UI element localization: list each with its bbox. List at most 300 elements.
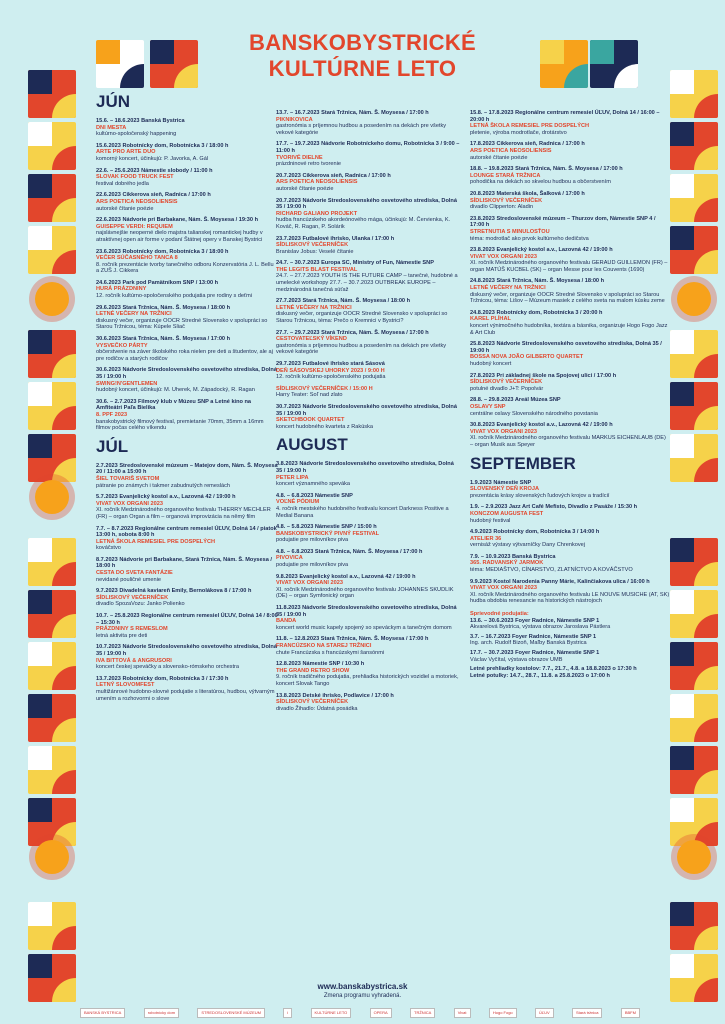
event-list-jul	[96, 463, 278, 702]
partner-logo: robotnícky dom	[144, 1008, 179, 1018]
event-item	[96, 557, 278, 583]
event-item	[276, 493, 461, 519]
partner-logos	[80, 1006, 640, 1020]
event-title: ARS POETICA NEOSOLIENSIS	[276, 179, 358, 186]
event-date-venue: 9.9.2023 Kostol Narodenia Panny Márie, Kalinčiakova ulica / 16:00 h	[470, 578, 650, 585]
event-item	[276, 173, 461, 193]
event-title: BANSKOBYSTRICKÝ PIVNÝ FESTIVAL	[276, 530, 380, 537]
event-title: ARTE PRO ARTE DUO	[96, 149, 156, 156]
event-title: CESTA DO SVETA FANTÁZIE	[96, 570, 173, 577]
event-description: 4. ročník mestského hudobného festivalu koncert Darkness Positive a Medial Banana	[276, 505, 449, 519]
event-item	[276, 524, 461, 544]
event-item	[276, 605, 461, 631]
decorative-tile	[96, 40, 144, 88]
event-date-venue: 15.6.2023 Robotnícky dom, Robotnícka 3 / 18:00 h	[96, 142, 229, 149]
event-item	[96, 192, 278, 212]
event-item	[96, 118, 278, 138]
event-date-venue: 24.6.2023 Park pod Pamätníkom SNP / 13:00 h	[96, 279, 219, 286]
event-description: gastronómia s príjemnou hudbou a posedením na dekách pre všetky vekové kategórie	[276, 342, 447, 356]
event-description: najslávnejšie neoperné dielo majstra talianskej romantickej hudby v atraktívnej open air forme v podaní Štátnej opery v Banskej Bystrici	[96, 230, 263, 243]
decorative-tile	[540, 40, 588, 88]
event-item	[276, 361, 461, 381]
event-title: PIVOVICA	[276, 555, 303, 562]
event-item	[276, 461, 461, 487]
event-title: VYSVEČKO PÁRTY	[96, 342, 148, 349]
sun-icon	[35, 282, 69, 316]
event-item	[96, 367, 278, 393]
accompanying-description: Akvarelová Bystrica, výstava obrazov Jaroslava Pástlera	[470, 624, 611, 631]
event-item	[470, 341, 670, 367]
event-item	[96, 280, 278, 300]
event-item	[96, 217, 278, 243]
decorative-tile	[670, 330, 718, 378]
event-description: nevidané pouličné umenie	[96, 576, 161, 583]
church-tours-note: Letné prehliadky kostolov: 7.7., 21.7., 4.8. a 18.8.2023 o 17:30 h	[470, 666, 637, 673]
event-date-venue: 10.7.2023 Nádvorie Stredoslovenského osvetového strediska, Dolná 35 / 19:00 h	[96, 644, 277, 657]
event-date-venue: 23.6.2023 Robotnícky dom, Robotnícka 3 / 18:00 h	[96, 248, 229, 255]
event-date-venue: 24.7. – 30.7.2023 Europa SC, Ministry of Fun, Námestie SNP	[276, 260, 434, 267]
decorative-tile	[670, 382, 718, 430]
event-date-venue: 30.6.2023 Stará Tržnica, Nám. Š. Moysesa / 17:00 h	[96, 336, 231, 343]
event-description: téma: modrotlač ako prvok kultúrneho dedičstva	[470, 235, 589, 242]
event-item	[276, 549, 461, 569]
event-item	[470, 278, 670, 304]
event-title: STRETNUTIA S MINULOSŤOU	[470, 228, 550, 235]
event-title: PRÁZDNINY S REMESLOM	[96, 626, 168, 633]
column-2	[276, 110, 461, 717]
event-item	[470, 141, 670, 161]
event-item	[276, 661, 461, 687]
partner-logo: TRŽNICA	[410, 1008, 435, 1018]
event-description: hudobný koncert	[470, 361, 512, 367]
event-item	[96, 305, 278, 331]
event-date-venue: 13.7.2023 Robotnícky dom, Robotnícka 3 / 17:30 h	[96, 675, 229, 682]
event-item	[470, 373, 670, 393]
event-list-august	[276, 461, 461, 712]
event-description: prezentácia krásy slovenských ľudových krojov a tradícií	[470, 492, 610, 499]
event-item	[96, 526, 278, 552]
event-description: festival dobrého jedla	[96, 180, 149, 187]
decorative-tile	[28, 70, 76, 118]
website-link[interactable]: www.banskabystrica.sk	[317, 982, 408, 991]
partner-logo: Vivat	[454, 1008, 471, 1018]
event-title: LETNÉ VEČERY NA TRŽNICI	[276, 304, 352, 311]
event-description: pátranie po známych i takmer zabudnutých remeslách	[96, 482, 231, 489]
event-title: DNI MESTA	[96, 124, 127, 131]
event-description: divadlo SpozaVozu: Janko Polienko	[96, 601, 185, 608]
decorative-tile	[670, 70, 718, 118]
summer-walks-note: Letné potulky: 14.7., 28.7., 11.8. a 25.8.2023 o 17:00 h	[470, 672, 610, 679]
decorative-tile	[28, 330, 76, 378]
event-title: LETNÉ VEČERY NA TRŽNICI	[96, 311, 172, 318]
event-date-venue: 20.7.2023 Cikkerova sieň, Radnica / 17:00 h	[276, 172, 391, 179]
event-title: TVORIVÉ DIELNE	[276, 154, 323, 161]
decorative-tile	[28, 538, 76, 586]
partner-logo: BBFM	[621, 1008, 640, 1018]
event-title: LOUNGE STARÁ TRŽNICA	[470, 172, 541, 179]
partner-logo: i	[283, 1008, 292, 1018]
event-title: VIVAT VOX ORGANI 2023	[470, 585, 537, 592]
event-title: ATELIER 36	[470, 535, 502, 542]
event-date-venue: 27.7. – 29.7.2023 Stará Tržnica, Nám. Š. Moysesa / 17:00 h	[276, 329, 429, 336]
event-list-august-cont	[470, 110, 670, 449]
event-title: SÍDLISKOVÝ VEČERNÍČEK	[470, 379, 543, 386]
decorative-tile	[670, 798, 718, 846]
event-item	[470, 579, 670, 605]
event-description: hudobný festival	[470, 517, 511, 524]
event-title: SWING!N'GENTLEMEN	[96, 380, 158, 387]
event-date-venue: 22.6. – 25.6.2023 Námestie slobody / 11:00 h	[96, 167, 213, 174]
event-date-venue: 25.8.2023 Nádvorie Stredoslovenského osvetového strediska, Dolná 35 / 19:00 h	[470, 341, 662, 354]
event-title: CESTOVATEĽSKÝ VÍKEND	[276, 336, 347, 343]
event-item	[470, 554, 670, 574]
event-item	[470, 110, 670, 136]
event-description: XI. ročník Medzinárodného organového festivalu JOHANNES SKUDLIK (DE) – organ Symfonický organ	[276, 586, 454, 600]
event-description: koncert výnimočného hudobníka, textára a básnika, organizuje Hogo Fogo Jazz & Art Club	[470, 323, 668, 336]
event-title: VIVAT VOX ORGANI 2023	[96, 500, 163, 507]
event-title: VEČER SÚČASNÉHO TANCA 8	[96, 255, 178, 262]
event-title: GUISEPPE VERDI: REQUIEM	[96, 223, 173, 230]
program-change-note: Zmena programu vyhradená.	[323, 993, 402, 999]
event-date-venue: 13.7. – 16.7.2023 Stará Tržnica, Nám. Š. Moysesa / 17:00 h	[276, 110, 429, 116]
accompanying-date-venue: 13.6. – 30.6.2023 Foyer Radnice, Námestie SNP 1	[470, 617, 600, 624]
event-item	[470, 310, 670, 336]
event-date-venue: 29.6.2023 Stará Tržnica, Nám. Š. Moysesa / 18:00 h	[96, 304, 231, 311]
month-heading-september: SEPTEMBER	[470, 453, 576, 473]
event-date-venue: 24.8.2023 Stará Tržnica, Nám. Š. Moysesa / 18:00 h	[470, 278, 605, 285]
decorative-tile	[670, 746, 718, 794]
partner-logo: Hogo Fogo	[489, 1008, 517, 1018]
event-description: XI. ročník Medzinárodného organového festivalu GERAUD GUILLEMON (FR) – organ MATÚŠ KUCBEL (SK) – organ Messe pour les Couvents (1690)	[470, 260, 668, 273]
month-heading-jul: JÚL	[96, 436, 129, 456]
accompanying-list	[470, 618, 670, 664]
event-description: prázdninové retro tvorenie	[276, 161, 341, 168]
event-description: potulné divadlo J+T: Popolvár	[470, 385, 544, 392]
event-date-venue: 18.8. – 19.8.2023 Stará Tržnica, Nám. Š. Moysesa / 17:00 h	[470, 166, 623, 173]
decorative-tile	[28, 746, 76, 794]
event-title: SÍDLISKOVÝ VEČERNÍČEK	[96, 594, 169, 601]
event-date-venue: 11.8.2023 Nádvorie Stredoslovenského osvetového strediska, Dolná 35 / 19:00 h	[276, 605, 457, 618]
decorative-tile	[28, 382, 76, 430]
event-date-venue: 4.8. – 6.8.2023 Námestie SNP	[276, 492, 353, 499]
event-description: 12. ročník kultúrno-spoločenského podujatia	[276, 374, 386, 381]
event-date-venue: 17.8.2023 Cikkerova sieň, Radnica / 17:00 h	[470, 141, 585, 148]
accompanying-label: Sprievodné podujatia:	[470, 611, 529, 618]
event-description: koncert českej speváčky a slovensko-rómskeho orchestra	[96, 664, 240, 671]
event-item	[276, 260, 461, 293]
event-description: hudba francúzskeho akordeónového mága, účinkujú: M. Červienka, K. Kováč, R. Ragan, P. Solárik	[276, 217, 451, 230]
event-date-venue: 3.8.2023 Nádvorie Stredoslovenského osvetového strediska, Dolná 35 / 19:00 h	[276, 461, 454, 474]
event-item	[470, 422, 670, 448]
event-title: LETNÝ SLOVOMFEST	[96, 682, 155, 689]
event-list-jun	[96, 118, 278, 432]
accompanying-description: Ing. arch. Rudolf Bizoň, Maľby Banská Bystrica	[470, 640, 587, 647]
event-date-venue: 13.8.2023 Detské ihrisko, Podlavice / 17:00 h	[276, 692, 394, 699]
partner-logo: KULTÚRNE LETO	[311, 1008, 352, 1018]
event-description: chute Francúzska s francúzskymi šansónmi	[276, 649, 385, 656]
decorative-tile	[670, 642, 718, 690]
event-description: XI. ročník Medzinárodného organového festivalu MARKUS EICHENLAUB (DE) – organ Musik aus Speyer	[470, 435, 666, 448]
decorative-tile	[28, 642, 76, 690]
event-description: koncert world music kapely spojený so speváckym a tanečným domom	[276, 624, 452, 631]
event-description: Harry Teater: Soľ nad zlato	[276, 392, 343, 399]
event-item	[276, 330, 461, 356]
event-title: THE GRAND RETRO SHOW	[276, 667, 350, 674]
event-description: občerstvenie na záver školského roka nielen pre deti a študentov, ale aj pre rodičov a starých rodičov	[96, 349, 273, 362]
event-description: diskusný večer, organizuje OOCR Stredné Slovensko v spolupráci so Starou Tržnicou, téma: Lišov – Múzeum masiek z celého sveta na malom kúsku zeme	[470, 291, 665, 305]
event-description: kováčstvo	[96, 545, 121, 552]
event-title: PETER LIPA	[276, 474, 309, 481]
event-item	[96, 168, 278, 188]
partner-logo: BANSKÁ BYSTRICA	[80, 1008, 125, 1018]
event-date-venue: 30.6.2023 Nádvorie Stredoslovenského osvetového strediska, Dolná 35 / 19:00 h	[96, 367, 277, 380]
event-date-venue: 12.8.2023 Námestie SNP / 10:30 h	[276, 661, 365, 668]
event-item	[276, 693, 461, 713]
event-title: BANDA	[276, 618, 297, 625]
event-date-venue: 28.8. – 29.8.2023 Areál Múzea SNP	[470, 397, 561, 404]
event-description: divadlo Žihadlo: Údatná posádka	[276, 705, 358, 712]
event-list-september	[470, 480, 670, 606]
event-description: podujatie pre milovníkov piva	[276, 537, 349, 544]
event-item	[470, 191, 670, 211]
event-title: SLOVAK FOOD TRUCK FEST	[96, 174, 174, 181]
event-item	[276, 404, 461, 430]
event-description: podujatie pre milovníkov piva	[276, 562, 349, 569]
event-title: VOĽNÉ PÓDIUM	[276, 499, 320, 506]
event-description: téma: MEDIAŠTVO, CÍNARSTVO, ZLATNÍCTVO A KOVÁČSTVO	[470, 567, 633, 574]
event-date-venue: 20.7.2023 Nádvorie Stredoslovenského osvetového strediska, Dolná 35 / 19:00 h	[276, 197, 457, 211]
event-date-venue: 24.8.2023 Robotnícky dom, Robotnícka 3 / 20:00 h	[470, 309, 603, 316]
decorative-tile	[670, 694, 718, 742]
event-date-venue: 7.9. – 10.9.2023 Banská Bystrica	[470, 553, 556, 560]
event-date-venue: 9.7.2023 Divadelná kaviareň Emily, Bernolákova 8 / 17:00 h	[96, 588, 252, 595]
event-description: autorské čítanie poézie	[96, 205, 154, 212]
event-item	[276, 636, 461, 656]
event-title: VIVAT VOX ORGANI 2023	[470, 253, 537, 260]
decorative-tile	[670, 902, 718, 950]
event-date-venue: 10.7. – 25.8.2023 Regionálne centrum remesiel ÚĽUV, Dolná 14 / 8:00 – 15:30 h	[96, 613, 278, 626]
event-item	[96, 336, 278, 362]
event-title: FRANCÚZSKO NA STAREJ TRŽNICI	[276, 643, 372, 649]
decorative-tile	[150, 40, 198, 88]
event-date-venue: 11.8. – 12.8.2023 Stará Tržnica, Nám. Š. Moysesa / 17:00 h	[276, 636, 429, 643]
event-title: SÍDLISKOVÝ VEČERNÍČEK / 15:00 H	[276, 385, 373, 392]
event-date-venue: 27.7.2023 Stará Tržnica, Nám. Š. Moysesa / 18:00 h	[276, 298, 411, 305]
event-item	[96, 494, 278, 520]
event-date-venue: 17.7. – 19.7.2023 Nádvorie Robotníckeho domu, Robotnícka 3 / 9:00 – 11:00 h	[276, 141, 460, 154]
event-date-venue: 23.7.2023 Futbalové ihrisko, Ulanka / 17:00 h	[276, 235, 395, 242]
event-item	[470, 504, 670, 524]
decorative-tile	[670, 538, 718, 586]
partner-logo: OPERA	[370, 1008, 392, 1018]
event-title: HURÁ PRÁZDNINY	[96, 286, 147, 293]
event-date-venue: 4.8. – 5.8.2023 Námestie SNP / 15:00 h	[276, 524, 377, 531]
event-description: 12. ročník kultúrno-spoločenského podujatia pre rodiny s deťmi	[96, 293, 253, 300]
event-description: koncert významného speváka	[276, 481, 351, 488]
event-description: autorské čítanie poézie	[470, 154, 528, 161]
decorative-tile	[28, 174, 76, 222]
event-title: VIVAT VOX ORGANI 2023	[276, 580, 343, 587]
event-description: koncert hudobného kvarteta z Rakúska	[276, 423, 374, 430]
event-date-venue: 1.9.2023 Námestie SNP	[470, 479, 532, 486]
decorative-tile	[670, 590, 718, 638]
event-description: vernisáž výstavy výtvarníčky Dany Chrenkovej	[470, 542, 586, 549]
event-list-jul-cont	[276, 110, 461, 430]
decorative-tile	[670, 434, 718, 482]
event-title: ŠIEL TOVARIŠ SVETOM	[96, 475, 160, 482]
event-title: KONCZOM AUGUSTA FEST	[470, 510, 544, 517]
event-item	[96, 676, 278, 702]
event-description: XI. ročník Medzinárodného organového festivalu THIERRY MECHLER (FR) – organ Organ a film – organová improvizácia na němý film	[96, 507, 271, 520]
event-title: 365. RADVANSKÝ JARMOK	[470, 560, 544, 567]
decorative-tile	[670, 174, 718, 222]
event-title: BOSSA NOVA JOÃO GILBERTO QUARTET	[470, 354, 584, 361]
event-item	[470, 480, 670, 500]
event-title: IVA BITTOVÁ & ANGRUSORI	[96, 657, 172, 664]
event-date-venue: 22.6.2023 Nádvorie pri Barbakane, Nám. Š. Moysesa / 19:30 h	[96, 217, 258, 224]
event-date-venue: 30.7.2023 Nádvorie Stredoslovenského osvetového strediska, Dolná 35 / 19:00 h	[276, 403, 457, 417]
event-description: Branislav Jobus: Veselé čítanie	[276, 248, 354, 255]
decorative-tile	[28, 122, 76, 170]
decorative-tile	[590, 40, 638, 88]
accompanying-item	[470, 618, 670, 631]
event-item	[96, 399, 278, 432]
event-title: ARS POETICA NEOSOLIENSIS	[470, 147, 552, 154]
event-title: LETNÁ ŠKOLA REMESIEL PRE DOSPELÝCH	[470, 123, 590, 130]
event-date-venue: 9.8.2023 Evanjelický kostol a.v., Lazovná 42 / 19:00 h	[276, 573, 416, 580]
event-title: SLOVENSKÝ DEŇ KROJA	[470, 486, 540, 493]
event-item	[276, 110, 461, 136]
event-title: VIVAT VOX ORGANI 2023	[470, 428, 537, 435]
event-item	[96, 463, 278, 489]
event-description: autorské čítanie poézie	[276, 185, 334, 192]
event-title: LETNÉ VEČERY NA TRŽNICI	[470, 285, 546, 292]
partner-logo: ÚĽUV	[535, 1008, 554, 1018]
event-date-venue: 15.6. – 18.6.2023 Banská Bystrica	[96, 118, 185, 124]
sun-icon	[677, 840, 711, 874]
event-description: 8. ročník prezentácie tvorby tanečného odboru Konzervatória J. L. Bellu a ZUŠ J. Cikkera	[96, 261, 274, 275]
event-title: RICHARD GALIANO PROJEKT	[276, 210, 358, 217]
accompanying-description: Václav Vyčítal, výstava obrazov UMB	[470, 656, 563, 663]
accompanying-events	[470, 611, 670, 679]
decorative-tile	[28, 902, 76, 950]
event-title: SÍDLISKOVÝ VEČERNÍČEK	[470, 197, 543, 204]
event-item	[96, 644, 278, 670]
event-item	[276, 198, 461, 231]
column-1	[96, 88, 278, 707]
event-date-venue: 30.6. – 2.7.2023 Filmový klub v Múzeu SNP a Letné kino na Amfiteátri Paľa Bielika	[96, 398, 252, 412]
event-item	[470, 166, 670, 186]
sun-icon	[35, 480, 69, 514]
event-item	[96, 588, 278, 608]
event-date-venue: 27.8.2023 Pri základnej škole na Spojovej ulici / 17:00 h	[470, 372, 617, 379]
event-description: kultúrno-spoločenský happening	[96, 131, 177, 138]
event-title: SÍDLISKOVÝ VEČERNÍČEK	[276, 699, 349, 706]
event-date-venue: 23.8.2023 Evanjelický kostol a.v., Lazovná 42 / 19:00 h	[470, 247, 613, 254]
event-description: gastronómia s príjemnou hudbou a posedením na dekách pre všetky vekové kategórie	[276, 123, 447, 136]
event-date-venue: 7.7. – 8.7.2023 Regionálne centrum remesiel ÚĽUV, Dolná 14 / piatok 13:00 h, sobota 8:00 h	[96, 525, 277, 539]
event-description: komorný koncert, účinkujú: P. Javorka, A. Gál	[96, 155, 209, 162]
event-item	[470, 397, 670, 417]
event-date-venue: 30.8.2023 Evanjelický kostol a.v., Lazovná 42 / 19:00 h	[470, 422, 613, 429]
event-description: centrálne oslavy Slovenského národného povstania	[470, 410, 598, 417]
month-heading-jun: JÚN	[96, 92, 131, 111]
event-date-venue: 20.8.2023 Materská škola, Šalková / 17:00 h	[470, 190, 585, 197]
event-item	[276, 298, 461, 324]
event-title: SKETCHBOOK QUARTET	[276, 417, 345, 424]
sun-icon	[35, 840, 69, 874]
accompanying-date-venue: 17.7. – 30.7.2023 Foyer Radnice, Námestie SNP 1	[470, 650, 600, 656]
event-description: multižánrové hudobno-slovné podujatie s literatúrou, hudbou, výtvarným umením a rozhovormi o slove	[96, 688, 275, 702]
event-item	[276, 236, 461, 256]
event-date-venue: 8.7.2023 Nádvorie pri Barbakane, Stará Tržnica, Nám. Š. Moysesa / 18:00 h	[96, 556, 272, 570]
event-date-venue: 23.8.2023 Stredoslovenské múzeum – Thurzov dom, Námestie SNP 4 / 17:00 h	[470, 215, 656, 229]
event-description: pletenie, výroba modrotlače, drotárstvo	[470, 129, 567, 136]
event-title: DEŇ SÁSOVSKEJ UHORKY 2023 / 9:00 H	[276, 367, 385, 374]
event-title: OSLAVY SNP	[470, 403, 506, 410]
title-line-1: BANSKOBYSTRICKÉ	[249, 30, 476, 55]
event-item	[276, 141, 461, 167]
event-item	[470, 247, 670, 273]
event-date-venue: 4.9.2023 Robotnícky dom, Robotnícka 3 / 14:00 h	[470, 529, 600, 536]
event-date-venue: 2.7.2023 Stredoslovenské múzeum – Matejov dom, Nám. Š. Moysesa 20 / 11:00 a 15:00 h	[96, 462, 278, 476]
accompanying-date-venue: 3.7. – 16.7.2023 Foyer Radnice, Námestie SNP 1	[470, 633, 597, 640]
decorative-tile	[670, 226, 718, 274]
event-item	[96, 613, 278, 639]
decorative-tile	[28, 798, 76, 846]
event-description: diskusný večer, organizuje OOCR Stredné Slovensko v spolupráci so Starou Tržnicou, téma: Kúpele Sliač	[96, 317, 268, 331]
event-title: ARS POETICA NEOSOLIENSIS	[96, 198, 178, 205]
event-date-venue: 1.9. – 2.9.2023 Jazz Art Café Mefisto, Divadlo z Pasáže / 15:30 h	[470, 504, 638, 511]
event-description: hudobný koncert, účinkujú: M. Uherek, M. Západocký, R. Ragan	[96, 387, 255, 394]
partner-logo: STREDOSLOVENSKÉ MÚZEUM	[197, 1008, 265, 1018]
event-title: SÍDLISKOVÝ VEČERNÍČEK	[276, 242, 349, 249]
event-title: LETNÁ ŠKOLA REMESIEL PRE DOSPELÝCH	[96, 538, 216, 545]
event-item	[470, 529, 670, 549]
event-item	[470, 216, 670, 242]
event-date-venue: 5.7.2023 Evanjelický kostol a.v., Lazovná 42 / 19:00 h	[96, 494, 236, 501]
event-description: 24.7. – 27.7.2023 YOUTH IS THE FUTURE CAMP – tanečné, hudobné a umelecké workshopy 27.7. – 30.7.2023 OUTBREAK EUROPE – medzinárodná tanečná súťaž	[276, 273, 458, 293]
event-date-venue: 4.8. – 6.8.2023 Stará Tržnica, Nám. Š. Moysesa / 17:00 h	[276, 548, 423, 555]
event-date-venue: 22.6.2023 Cikkerova sieň, Radnica / 17:00 h	[96, 192, 211, 199]
event-description: XI. ročník Medzinárodného organového festivalu LE NOUVE MUSICHE (AT, SK) hudba obdobia renesancie na historických nástrojoch	[470, 591, 670, 605]
decorative-tile	[28, 694, 76, 742]
partner-logo: Stará tržnica	[572, 1008, 602, 1018]
event-title: KAREL PLÍHAL	[470, 316, 511, 323]
event-date-venue: 29.7.2023 Futbalové ihrisko stará Sásová	[276, 361, 385, 367]
event-description: 9. ročník tradičného podujatia, prehliadka historických vozidiel a motoriek, koncert Slovak Tango	[276, 674, 459, 687]
event-title: 8. PPF 2023	[96, 411, 128, 418]
month-heading-august: AUGUST	[276, 435, 348, 455]
sun-icon	[677, 282, 711, 316]
event-item	[276, 386, 461, 399]
decorative-tile	[670, 122, 718, 170]
title-line-2: KULTÚRNE LETO	[268, 56, 457, 81]
event-item	[96, 249, 278, 275]
accompanying-item	[470, 650, 670, 663]
event-description: banskobystrický filmový festival, premietanie 70mm, 35mm a 16mm filmov počas celého víkendu	[96, 418, 264, 432]
decorative-tile	[28, 434, 76, 482]
event-description: pohodička na dekách so skvelou hudbou a občerstvením	[470, 179, 611, 186]
decorative-tile	[28, 590, 76, 638]
event-description: letná aktivita pre deti	[96, 632, 148, 639]
column-3	[470, 110, 670, 679]
page-title	[200, 30, 525, 82]
decorative-tile	[28, 226, 76, 274]
event-item	[96, 143, 278, 163]
event-title: PIKNIKOVICA	[276, 116, 313, 123]
accompanying-item	[470, 634, 670, 647]
